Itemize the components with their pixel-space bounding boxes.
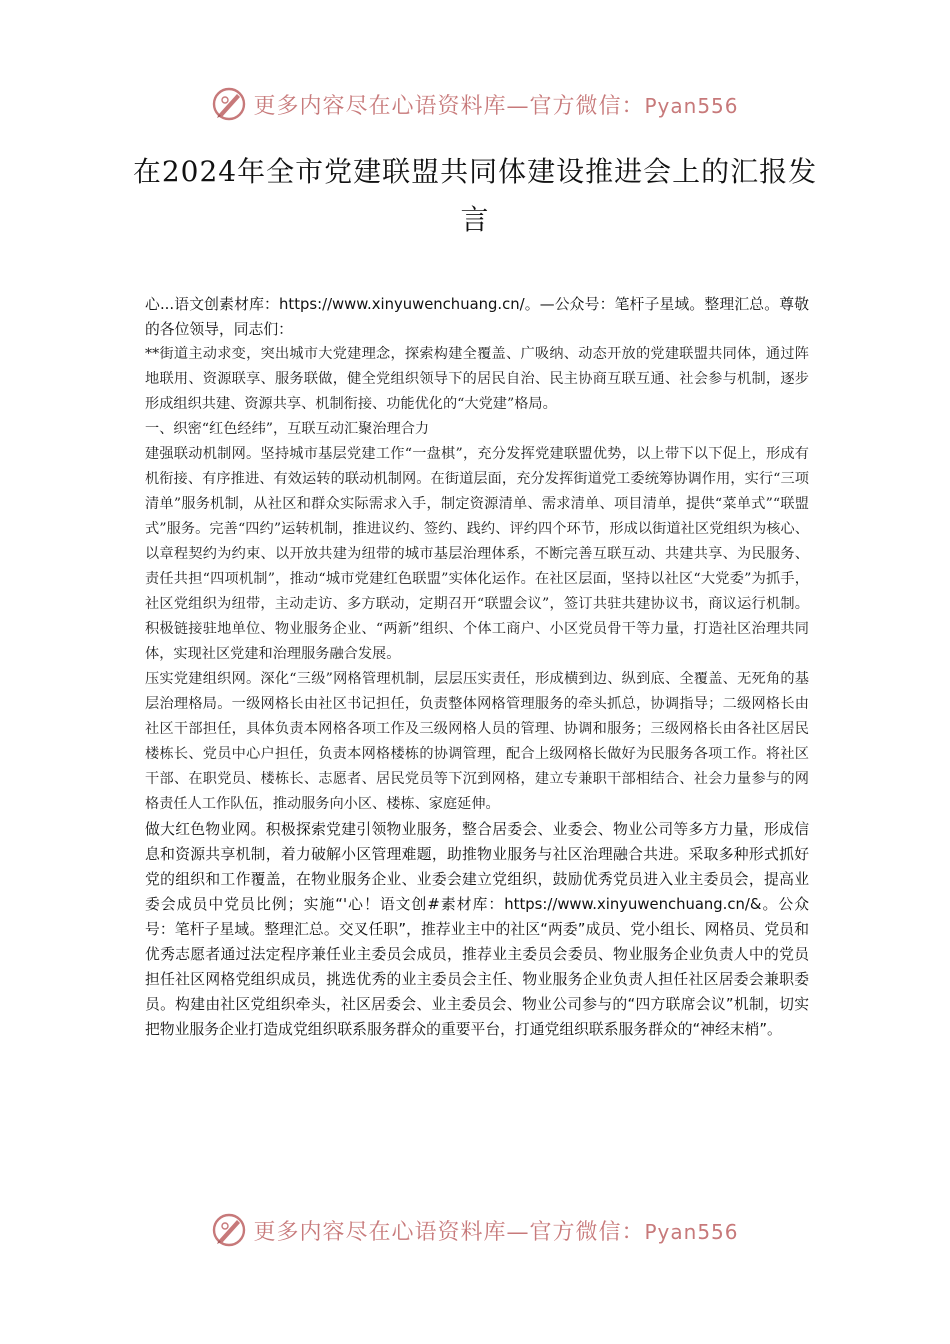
header-banner-wechat: Pyan556 — [644, 93, 739, 118]
footer-banner-text — [253, 1215, 738, 1246]
paragraph-organization-network: 压实党建组织网。深化“三级”网格管理机制，层层压实责任，形成横到边、纵到底、全覆盖、无死角的基层治理格局。一级网格长由社区书记担任，负责整体网格管理服务的牵头抓总，协调指导；二级网格长由社区干部担任，具体负责本网格各项工作及三级网格人员的管理、协调和服务；三级网格长由各社区居民楼栋长、党员中心户担任，负责本网格楼栋的协调管理，配合上级网格长做好为民服务各项工作。将社区干部、在职党员、楼栋长、志愿者、居民党员等下沉到网格，建立专兼职干部相结合、社会力量参与的网格责任人工作队伍，推动服务向小区、楼栋、家庭延伸。 — [145, 671, 809, 812]
paragraph-property-network: 做大红色物业网。积极探索党建引领物业服务，整合居委会、业委会、物业公司等多方力量，形成信息和资源共享机制，着力破解小区管理难题，助推物业服务与社区治理融合共进。采取多种形式抓好党的组织和工作覆盖，在物业服务企业、业委会建立党组织，鼓励优秀党员进入业主委员会，提高业委会成员中党员比例；实施“'心！语文创#素材库：https://www.xinyuwenchuang.cn/&。公众号：笔杆子星域。整理汇总。交叉任职”，推荐业主中的社区“两委”成员、党小组长、网格员、党员和优秀志愿者通过法定程序兼任业主委员会成员，推荐业主委员会委员、物业服务企业负责人中的党员担任社区网格党组织成员，挑选优秀的业主委员会主任、物业服务企业负责人担任社区居委会兼职委员。构建由社区党组织牵头，社区居委会、业主委员会、物业公司参与的“四方联席会议”机制，切实把物业服务企业打造成党组织联系服务群众的重要平台，打通党组织联系服务群众的“神经末梢”。 — [145, 821, 809, 1038]
section-heading-1: 一、织密“红色经纬”，互联互动汇聚治理合力 — [145, 421, 430, 437]
header-banner-slogan: 更多内容尽在心语资料库—官方微信： — [253, 93, 645, 119]
header-banner — [0, 82, 950, 126]
footer-banner-wechat: Pyan556 — [644, 1219, 739, 1244]
paragraph-intro: 心...语文创素材库：https://www.xinyuwenchuang.cn/。—公众号：笔杆子星域。整理汇总。尊敬的各位领导，同志们： — [145, 296, 809, 338]
pen-logo-icon — [211, 86, 247, 122]
document-body — [145, 292, 809, 1042]
header-banner-text — [253, 89, 738, 120]
footer-banner-slogan: 更多内容尽在心语资料库—官方微信： — [253, 1219, 645, 1245]
paragraph-overview: **街道主动求变，突出城市大党建理念，探索构建全覆盖、广吸纳、动态开放的党建联盟共同体，通过阵地联用、资源联享、服务联做，健全党组织领导下的居民自治、民主协商互联互通、社会参与机制，逐步形成组织共建、资源共享、机制衔接、功能优化的“大党建”格局。 — [145, 346, 809, 412]
footer-banner — [0, 1208, 950, 1252]
document-title: 在2024年全市党建联盟共同体建设推进会上的汇报发言 — [132, 155, 818, 236]
paragraph-linkage-network: 建强联动机制网。坚持城市基层党建工作“一盘棋”，充分发挥党建联盟优势，以上带下以下促上，形成有机衔接、有序推进、有效运转的联动机制网。在街道层面，充分发挥街道党工委统筹协调作用，实行“三项清单”服务机制，从社区和群众实际需求入手，制定资源清单、需求清单、项目清单，提供“菜单式”“联盟式”服务。完善“四约”运转机制，推进议约、签约、践约、评约四个环节，形成以街道社区党组织为核心、以章程契约为约束、以开放共建为纽带的城市基层治理体系，不断完善互联互动、共建共享、为民服务、责任共担“四项机制”，推动“城市党建红色联盟”实体化运作。在社区层面，坚持以社区“大党委”为抓手，社区党组织为纽带，主动走访、多方联动，定期召开“联盟会议”，签订共驻共建协议书，商议运行机制。积极链接驻地单位、物业服务企业、“两新”组织、个体工商户、小区党员骨干等力量，打造社区治理共同体，实现社区党建和治理服务融合发展。 — [145, 446, 809, 662]
pen-logo-icon — [211, 1212, 247, 1248]
